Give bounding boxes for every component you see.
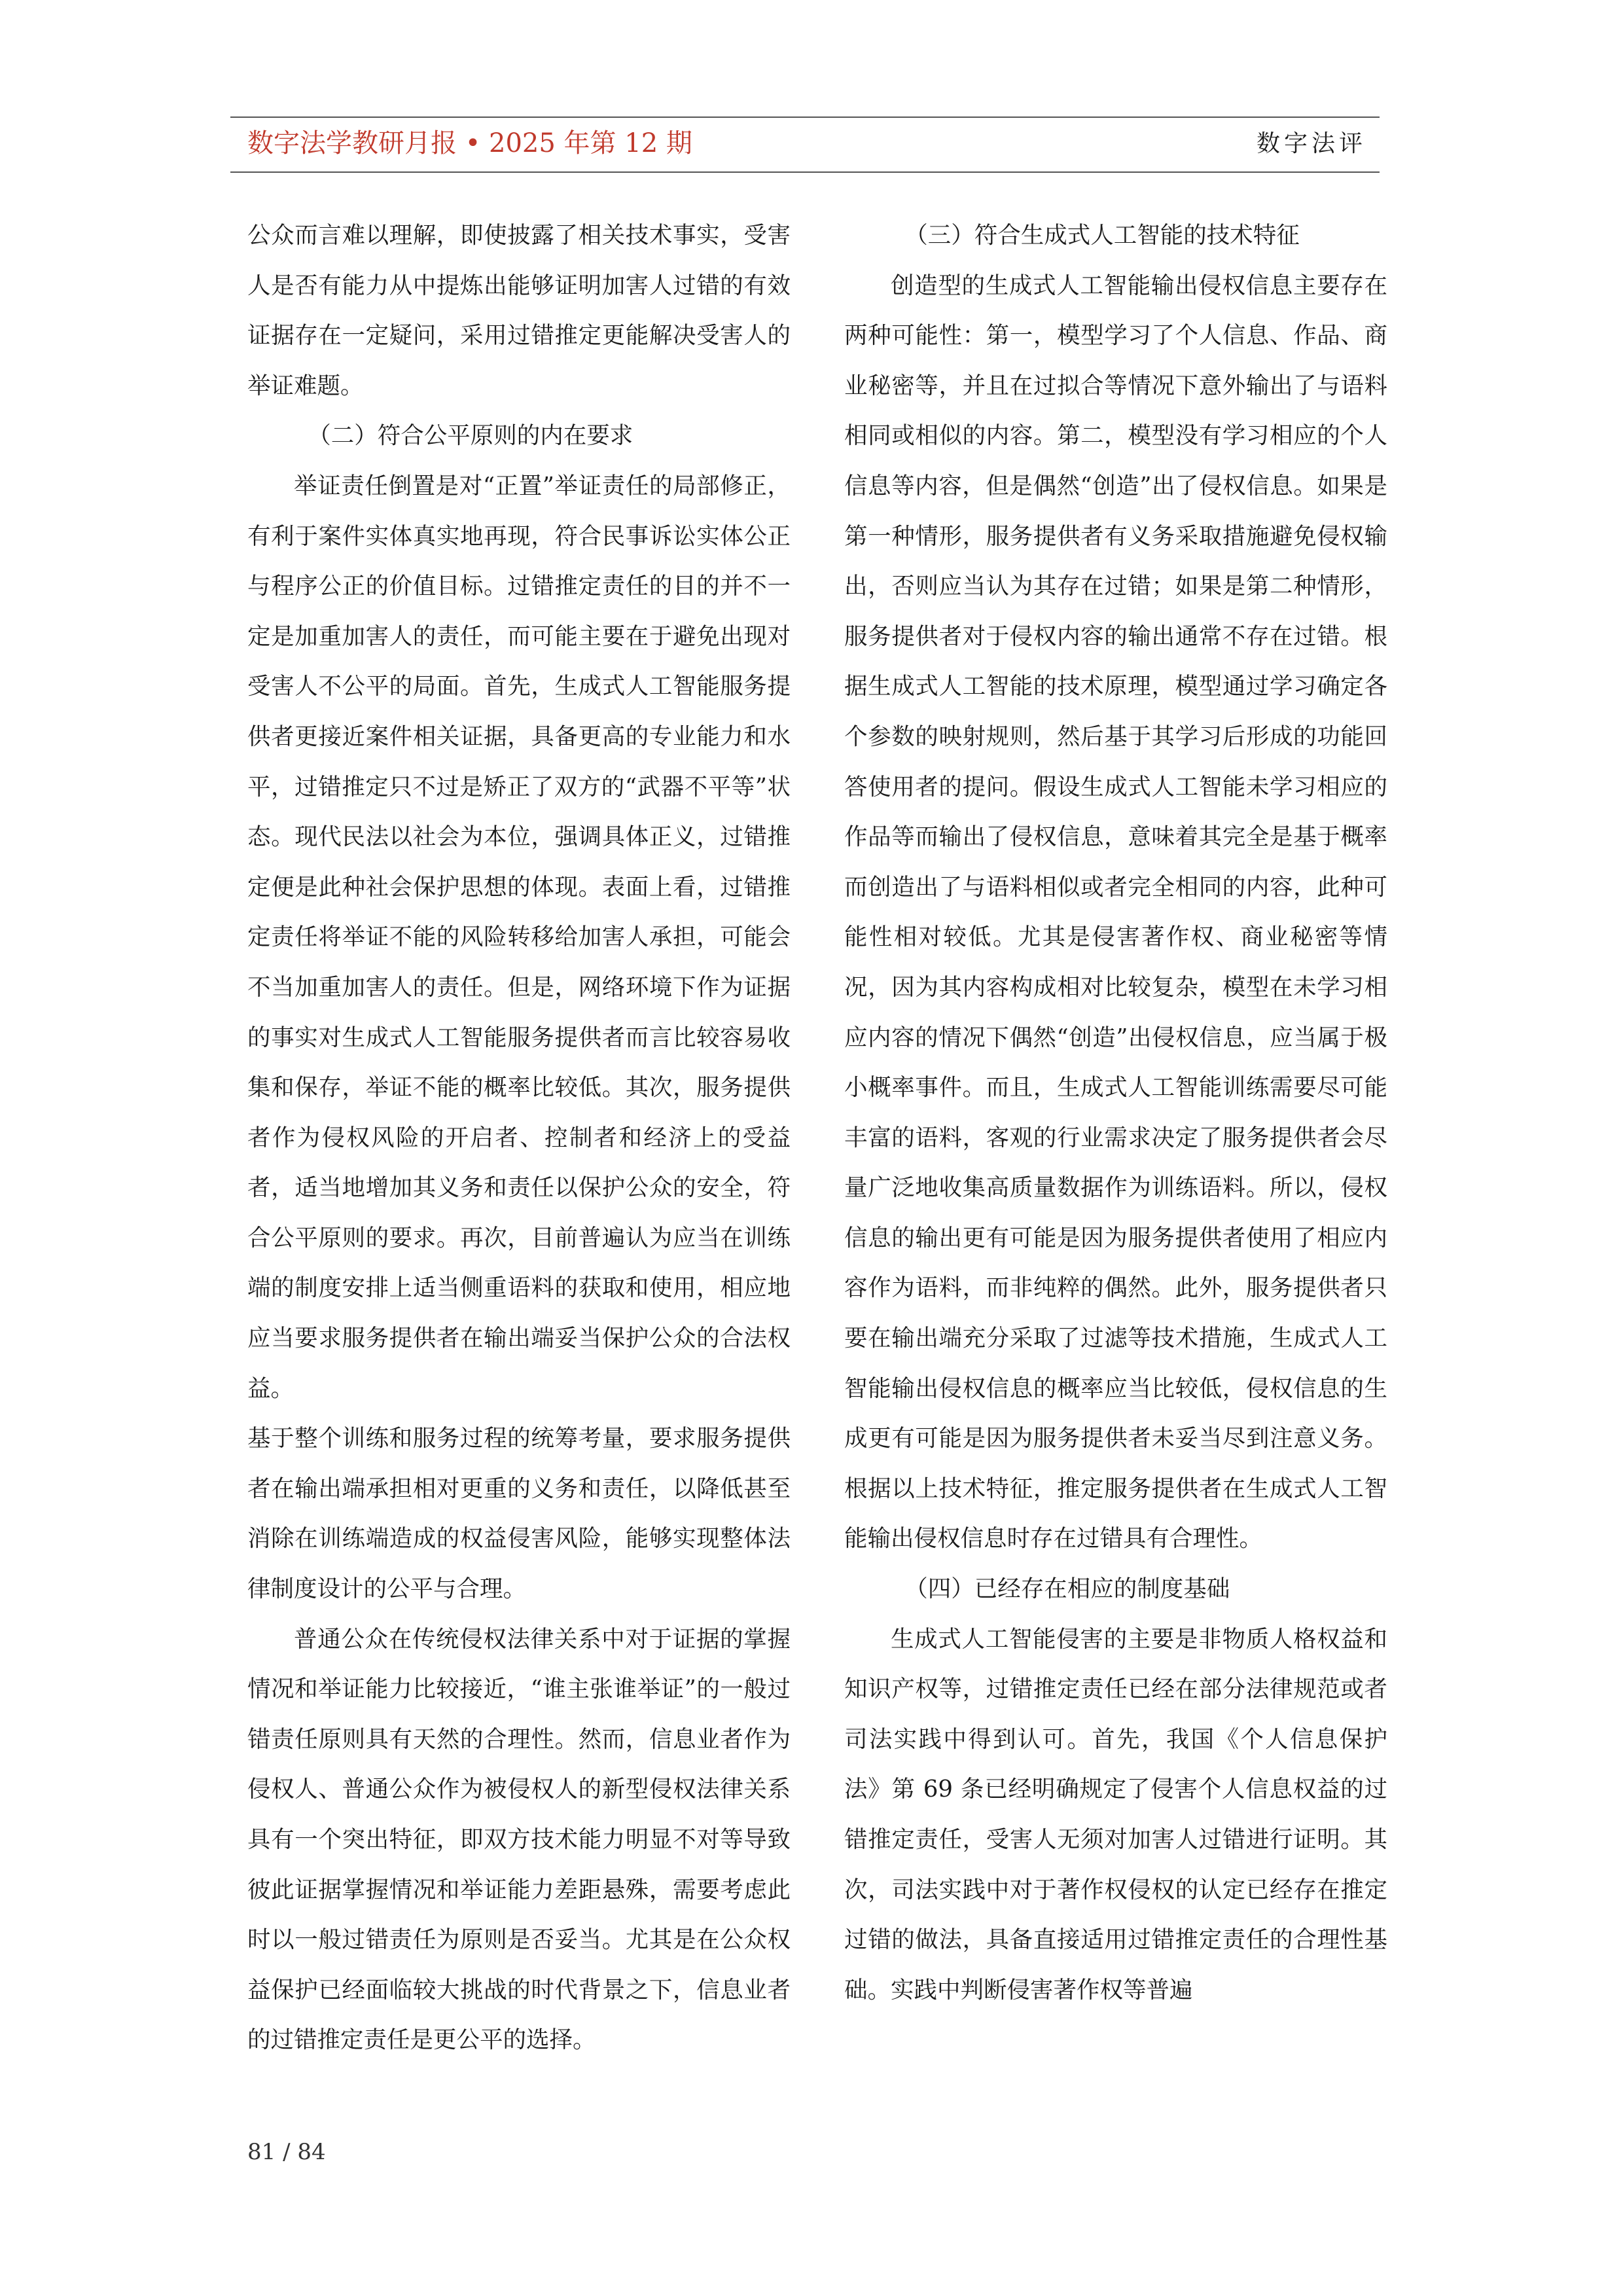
section-heading-2: （二）符合公平原则的内在要求 xyxy=(308,422,633,450)
paragraph: 生成式人工智能侵害的主要是非物质人格权益和知识产权等，过错推定责任已经在部分法律规范或者司法实践中得到认可。首先，我国《个人信息保护法》第 69 条已经明确规定了侵害个人信息权益的过错推定责任，受害人无须对加害人过错进行证明。其次，司法实践中对于著作权侵权的认定已经存在推定过错的做法，具备直接适用过错推定责任的合理性基础。实践中判断侵害著作权等普遍 xyxy=(844,1625,1387,2003)
journal-title: 数字法学教研月报 • 2025 年第 12 期 xyxy=(247,128,692,158)
paragraph: 举证责任倒置是对“正置”举证责任的局部修正，有利于案件实体真实地再现，符合民事诉讼实体公正与程序公正的价值目标。过错推定责任的目的并不一定是加重加害人的责任，而可能主要在于避免出现对受害人不公平的局面。首先，生成式人工智能服务提供者更接近案件相关证据，具备更高的专业能力和水平，过错推定只不过是矫正了双方的“武器不平等”状态。现代民法以社会为本位，强调具体正义，过错推定便是此种社会保护思想的体现。表面上看，过错推定责任将举证不能的风险转移给加害人承担，可能会不当加重加害人的责任。但是，网络环境下作为证据的事实对生成式人工智能服务提供者而言比较容易收集和保存，举证不能的概率比较低。其次，服务提供者作为侵权风险的开启者、控制者和经济上的受益者，适当地增加其义务和责任以保护公众的安全，符合公平原则的要求。再次，目前普遍认为应当在训练端的制度安排上适当侧重语料的获取和使用，相应地应当要求服务提供者在输出端妥当保护公众的合法权益。 xyxy=(247,472,791,1402)
paragraph-continued: 公众而言难以理解，即使披露了相关技术事实，受害人是否有能力从中提炼出能够证明加害人过错的有效证据存在一定疑问，采用过错推定更能解决受害人的举证难题。 xyxy=(247,222,791,399)
section-heading-4: （四）已经存在相应的制度基础 xyxy=(904,1575,1230,1603)
right-column xyxy=(844,211,1387,2015)
paragraph: 基于整个训练和服务过程的统筹考量，要求服务提供者在输出端承担相对更重的义务和责任，以降低甚至消除在训练端造成的权益侵害风险，能够实现整体法律制度设计的公平与合理。 xyxy=(247,1425,791,1603)
left-column xyxy=(247,211,791,2066)
paragraph: 创造型的生成式人工智能输出侵权信息主要存在两种可能性：第一，模型学习了个人信息、作品、商业秘密等，并且在过拟合等情况下意外输出了与语料相同或相似的内容。第二，模型没有学习相应的个人信息等内容，但是偶然“创造”出了侵权信息。如果是第一种情形，服务提供者有义务采取措施避免侵权输出，否则应当认为其存在过错；如果是第二种情形，服务提供者对于侵权内容的输出通常不存在过错。根据生成式人工智能的技术原理，模型通过学习确定各个参数的映射规则，然后基于其学习后形成的功能回答使用者的提问。假设生成式人工智能未学习相应的作品等而输出了侵权信息，意味着其完全是基于概率而创造出了与语料相似或者完全相同的内容，此种可能性相对较低。尤其是侵害著作权、商业秘密等情况，因为其内容构成相对比较复杂，模型在未学习相应内容的情况下偶然“创造”出侵权信息，应当属于极小概率事件。而且，生成式人工智能训练需要尽可能丰富的语料，客观的行业需求决定了服务提供者会尽量广泛地收集高质量数据作为训练语料。所以，侵权信息的输出更有可能是因为服务提供者使用了相应内容作为语料，而非纯粹的偶然。此外，服务提供者只要在输出端充分采取了过滤等技术措施，生成式人工智能输出侵权信息的概率应当比较低，侵权信息的生成更有可能是因为服务提供者未妥当尽到注意义务。根据以上技术特征，推定服务提供者在生成式人工智能输出侵权信息时存在过错具有合理性。 xyxy=(844,272,1387,1552)
header-bottom-rule xyxy=(230,171,1380,173)
page-number: 81 / 84 xyxy=(247,2139,326,2165)
section-heading-3: （三）符合生成式人工智能的技术特征 xyxy=(904,222,1300,249)
header-top-rule xyxy=(230,117,1380,118)
section-label: 数字法评 xyxy=(1256,130,1366,157)
paragraph: 普通公众在传统侵权法律关系中对于证据的掌握情况和举证能力比较接近，“谁主张谁举证”的一般过错责任原则具有天然的合理性。然而，信息业者作为侵权人、普通公众作为被侵权人的新型侵权法律关系具有一个突出特征，即双方技术能力明显不对等导致彼此证据掌握情况和举证能力差距悬殊，需要考虑此时以一般过错责任为原则是否妥当。尤其是在公众权益保护已经面临较大挑战的时代背景之下，信息业者的过错推定责任是更公平的选择。 xyxy=(247,1625,791,2054)
